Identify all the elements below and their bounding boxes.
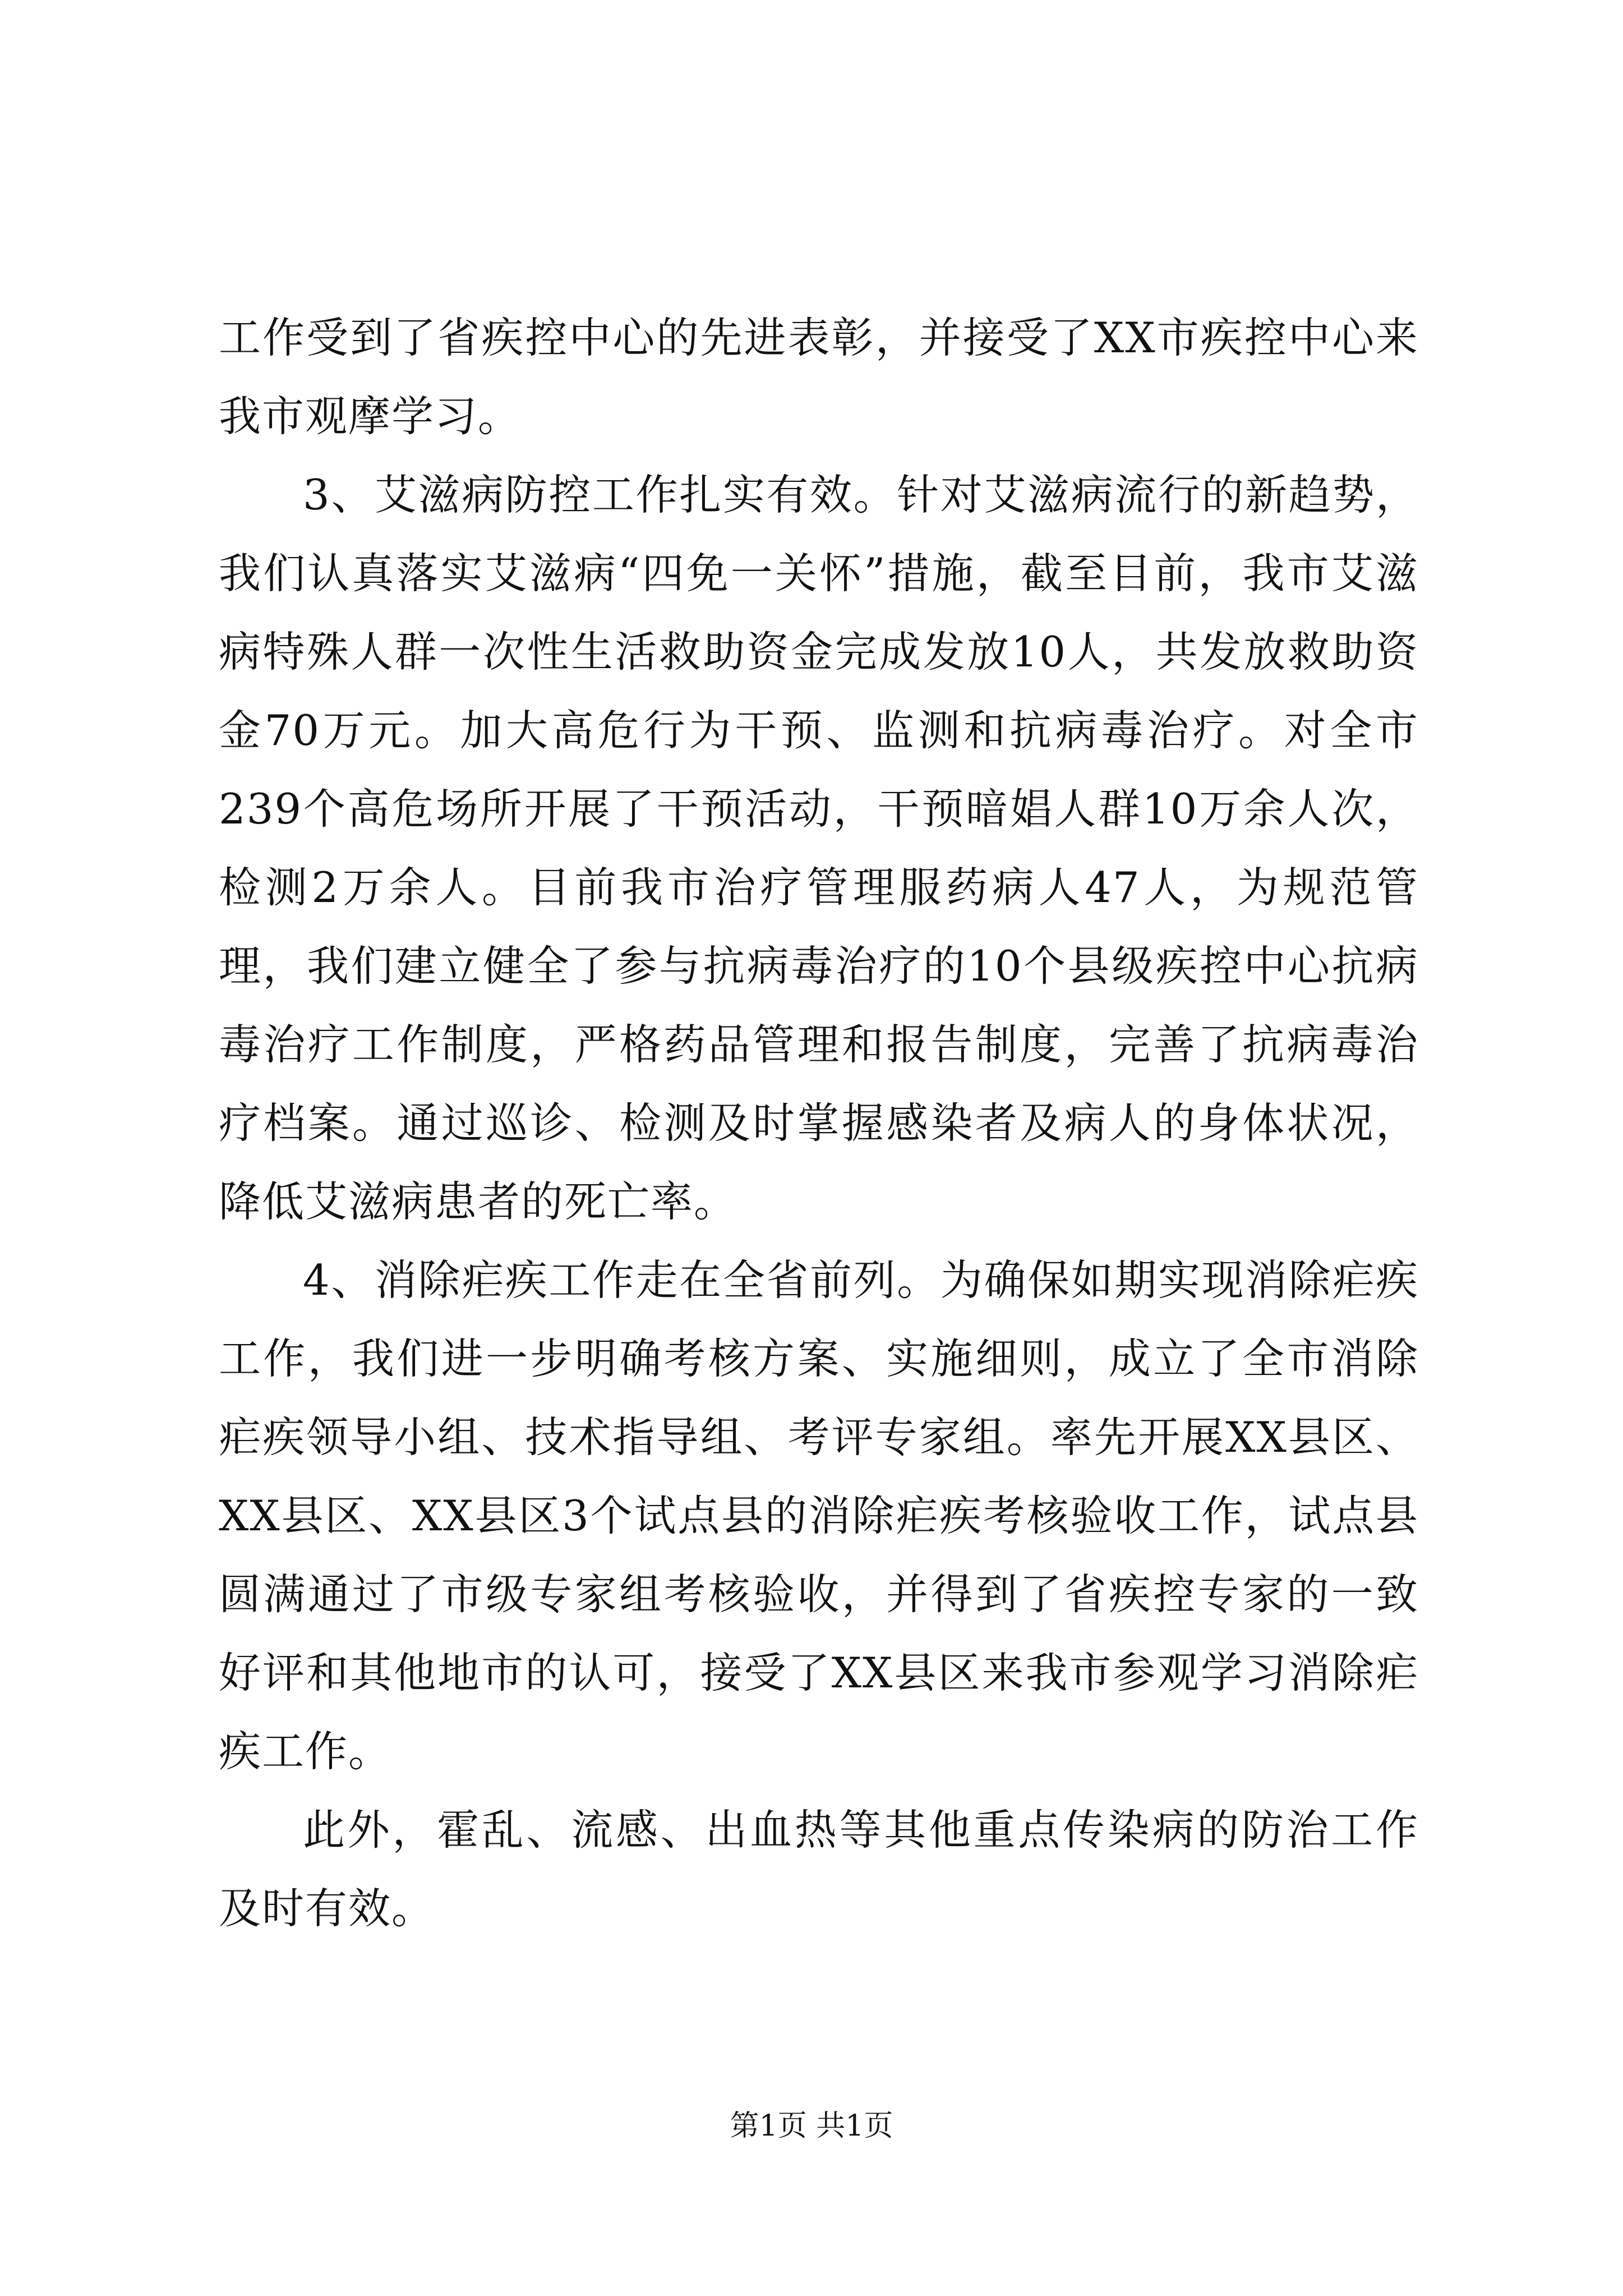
paragraph-other-diseases: 此外，霍乱、流感、出血热等其他重点传染病的防治工作及时有效。 (219, 1805, 1419, 1933)
paragraph-malaria-elimination: 4、消除疟疾工作走在全省前列。为确保如期实现消除疟疾工作，我们进一步明确考核方案、实施细则，成立了全市消除疟疾领导小组、技术指导组、考评专家组。率先开展XX县区、XX县区、XX县区3个试点县的消除疟疾考核验收工作，试点县圆满通过了市级专家组考核验收，并得到了省疾控专家的一致好评和其他地市的认可，接受了XX县区来我市参观学习消除疟疾工作。 (219, 1255, 1419, 1776)
page-footer: 第1页 共1页 (730, 2109, 893, 2143)
paragraph-continuation: 工作受到了省疾控中心的先进表彰，并接受了XX市疾控中心来我市观摩学习。 (219, 313, 1419, 441)
document-body (219, 298, 1419, 1948)
paragraph-aids-prevention: 3、艾滋病防控工作扎实有效。针对艾滋病流行的新趋势，我们认真落实艾滋病“四免一关怀”措施，截至目前，我市艾滋病特殊人群一次性生活救助资金完成发放10人，共发放救助资金70万元。加大高危行为干预、监测和抗病毒治疗。对全市239个高危场所开展了干预活动，干预暗娼人群10万余人次，检测2万余人。目前我市治疗管理服药病人47人，为规范管理，我们建立健全了参与抗病毒治疗的10个县级疾控中心抗病毒治疗工作制度，严格药品管理和报告制度，完善了抗病毒治疗档案。通过巡诊、检测及时掌握感染者及病人的身体状况，降低艾滋病患者的死亡率。 (219, 470, 1419, 1226)
